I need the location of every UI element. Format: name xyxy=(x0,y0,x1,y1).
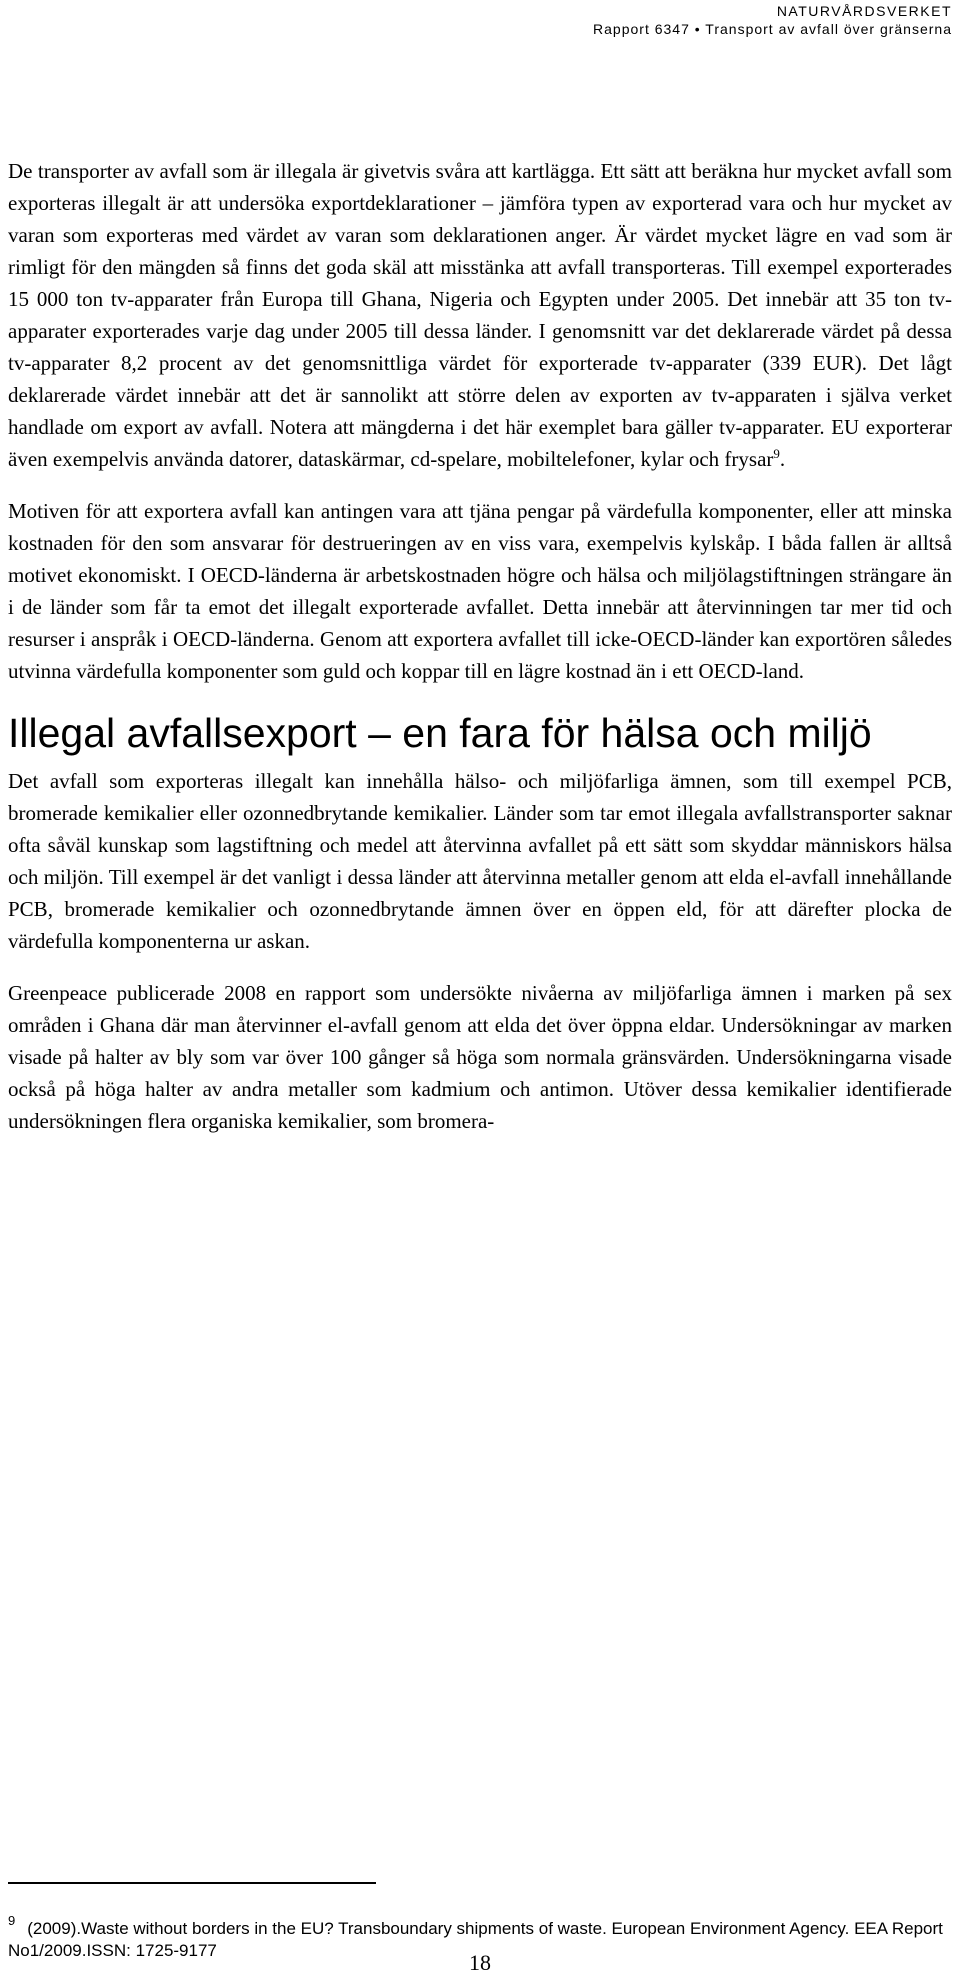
section-heading: Illegal avfallsexport – en fara för hälsa och miljö xyxy=(8,710,872,756)
header-organization: NATURVÅRDSVERKET xyxy=(776,3,952,19)
page-number: 18 xyxy=(469,1950,491,1975)
paragraph-export-motives: Motiven för att exportera avfall kan antingen vara att tjäna pengar på värdefulla komponenter, eller att minska kostnaden för den som ansvarar för destrueringen av en viss vara, exempelvis kylskåp. I båda fallen är alltså motivet ekonomiskt. I OECD-länderna är arbetskostnaden högre och hälsa och miljölagstiftningen strängare än i de länder som får ta emot det illegalt exporterade avfallet. Detta innebär att återvinningen tar mer tid och resurser i anspråk i OECD-länderna. Genom att exportera avfallet till icke-OECD-länder kan exportören således utvinna värdefulla komponenter som guld och koppar till en lägre kostnad än i ett OECD-land. xyxy=(8,499,952,683)
footnote-text: (2009).Waste without borders in the EU? Transboundary shipments of waste. European Environment Agency. EEA Report No1/2009.ISSN: 1725-9177 xyxy=(8,1919,943,1960)
paragraph-hazardous-substances: Det avfall som exporteras illegalt kan innehålla hälso- och miljöfarliga ämnen, som till exempel PCB, bromerade kemikalier eller ozonnedbrytande kemikalier. Länder som tar emot illegala avfallstransporter saknar ofta såväl kunskap som lagstiftning och medel att återvinna avfallet på ett sätt som skyddar människors hälsa och miljön. Till exempel är det vanligt i dessa länder att återvinna metaller genom att elda el-avfall innehållande PCB, bromerade kemikalier och ozonnedbrytande ämnen över en öppen eld, för att därefter plocka de värdefulla komponenterna ur askan. xyxy=(8,769,952,953)
footnote-reference[interactable]: 9 xyxy=(773,446,780,461)
footnote-divider xyxy=(8,1882,376,1884)
paragraph-text: De transporter av avfall som är illegala är givetvis svåra att kartlägga. Ett sätt att beräkna hur mycket avfall som exporteras illegalt är att undersöka exportdeklarationer – jämföra typen av exporterad vara och hur mycket av varan som exporteras med värdet av varan som deklarationen anger. Är värdet mycket lägre en vad som är rimligt för den mängden så finns det goda skäl att misstänka att avfall transporteras. Till exempel exporterades 15 000 ton tv-apparater från Europa till Ghana, Nigeria och Egypten under 2005. Det innebär att 35 ton tv-apparater exporterades varje dag under 2005 till dessa länder. I genomsnitt var det deklarerade värdet på dessa tv-apparater 8,2 procent av det genomsnittliga värdet för exporterade tv-apparater (339 EUR). Det lågt deklarerade värdet innebär att det är sannolikt att större delen av exporten av tv-apparaten i själva verket handlade om export av avfall. Notera att mängderna i det här exemplet bara gäller tv-apparater. EU exporterar även exempelvis använda datorer, dataskärmar, cd-spelare, mobiltelefoner, kylar och frysar xyxy=(8,159,952,471)
footnote-number: 9 xyxy=(8,1913,16,1928)
running-header xyxy=(593,2,952,38)
document-body xyxy=(8,155,952,1157)
paragraph-illegal-transports xyxy=(8,155,952,475)
paragraph-greenpeace-report: Greenpeace publicerade 2008 en rapport som undersökte nivåerna av miljöfarliga ämnen i marken på sex områden i Ghana där man återvinner el-avfall genom att elda det över öppna eldar. Undersökningar av marken visade på halter av bly som var över 100 gånger så höga som normala gränsvärden. Undersökningarna visade också på höga halter av andra metaller som kadmium och antimon. Utöver dessa kemikalier identifierade undersökningen flera organiska kemikalier, som bromera- xyxy=(8,981,952,1133)
header-report-title: Rapport 6347 • Transport av avfall över gränserna xyxy=(593,21,952,37)
paragraph-end: . xyxy=(779,447,786,471)
